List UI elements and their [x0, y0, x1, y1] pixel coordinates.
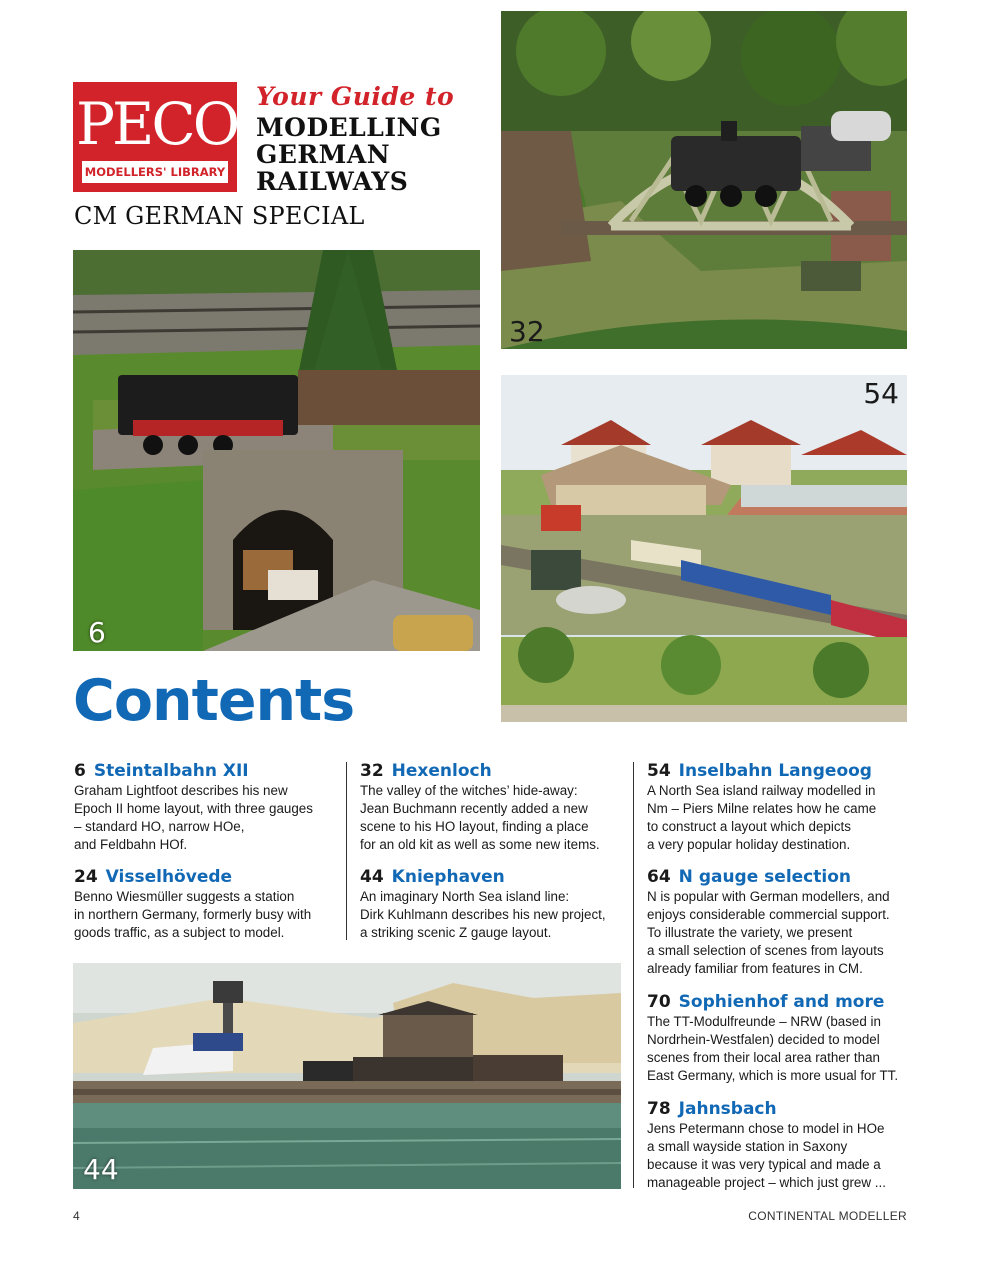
entry-heading [360, 761, 630, 781]
entry-title: Inselbahn Langeoog [678, 761, 872, 781]
entry-title: N gauge selection [678, 867, 851, 887]
entry-heading [647, 1099, 917, 1119]
entry-heading [647, 867, 917, 887]
peco-logo-word: PECO [76, 90, 238, 158]
contents-entry[interactable] [74, 761, 344, 854]
entry-page-number: 32 [360, 761, 384, 781]
photo-kniephaven-harbour [73, 963, 621, 1189]
guide-title-line-3: RAILWAYS [256, 167, 409, 196]
entry-title: Visselhövede [105, 867, 233, 887]
entry-title: Sophienhof and more [678, 992, 885, 1012]
photo-hexenloch-bridge [501, 11, 907, 349]
entry-description: Graham Lightfoot describes his new Epoch II home layout, with three gauges – standard HO, narrow HOe, and Feldbahn HOf. [74, 783, 313, 852]
entry-page-number: 44 [360, 867, 384, 887]
footer-page-number: 4 [73, 1209, 80, 1223]
contents-entry[interactable] [74, 867, 344, 942]
entry-heading [647, 992, 917, 1012]
peco-logo [73, 82, 237, 192]
guide-title-line-1: MODELLING [256, 113, 442, 142]
contents-entry[interactable] [647, 867, 917, 978]
guide-title-line-2: GERMAN [256, 140, 391, 169]
entry-page-number: 78 [647, 1099, 671, 1119]
column-divider [633, 762, 634, 1188]
entry-description: The valley of the witches’ hide-away: Jean Buchmann recently added a new scene to his HO layout, finding a place for an old kit as well as some new items. [360, 783, 600, 852]
photo-page-number: 6 [88, 616, 106, 649]
entry-page-number: 64 [647, 867, 671, 887]
entry-title: Jahnsbach [678, 1099, 777, 1119]
entry-description: N is popular with German modellers, and enjoys considerable commercial support. To illustrate the variety, we present a small selection of scenes from layouts already familiar from features in CM. [647, 889, 890, 976]
entry-heading [74, 761, 344, 781]
photo-page-number: 32 [509, 315, 545, 348]
contents-entry[interactable] [360, 761, 630, 854]
contents-entry[interactable] [647, 1099, 917, 1192]
entry-page-number: 6 [74, 761, 86, 781]
photo-page-number: 54 [863, 377, 899, 410]
photo-page-number: 44 [83, 1153, 119, 1186]
contents-entry[interactable] [647, 992, 917, 1085]
entry-title: Kniephaven [391, 867, 505, 887]
entry-page-number: 70 [647, 992, 671, 1012]
photo-inselbahn-station [501, 375, 907, 722]
entry-description: Benno Wiesmüller suggests a station in northern Germany, formerly busy with goods traffic, as a subject to model. [74, 889, 312, 940]
entry-heading [74, 867, 344, 887]
photo-steintalbahn-tunnel [73, 250, 480, 651]
entry-title: Steintalbahn XII [93, 761, 249, 781]
entry-page-number: 54 [647, 761, 671, 781]
contents-entry[interactable] [647, 761, 917, 854]
guide-tagline: Your Guide to [256, 82, 455, 111]
entry-page-number: 24 [74, 867, 98, 887]
entry-heading [647, 761, 917, 781]
entry-heading [360, 867, 630, 887]
footer-magazine-name: CONTINENTAL MODELLER [748, 1209, 907, 1223]
entry-description: Jens Petermann chose to model in HOe a small wayside station in Saxony because it was very typical and made a manageable project – which just grew ... [647, 1121, 886, 1190]
entry-description: A North Sea island railway modelled in Nm – Piers Milne relates how he came to construct a layout which depicts a very popular holiday destination. [647, 783, 877, 852]
entry-description: The TT-Modulfreunde – NRW (based in Nordrhein-Westfalen) decided to model scenes from their local area rather than East Germany, which is more usual for TT. [647, 1014, 899, 1083]
column-divider [346, 762, 347, 940]
entry-description: An imaginary North Sea island line: Dirk Kuhlmann describes his new project, a striking scenic Z gauge layout. [360, 889, 606, 940]
contents-heading: Contents [73, 668, 355, 734]
entry-title: Hexenloch [391, 761, 492, 781]
peco-logo-subtitle: MODELLERS' LIBRARY [82, 161, 228, 183]
contents-entry[interactable] [360, 867, 630, 942]
special-issue-title: CM GERMAN SPECIAL [74, 202, 365, 230]
